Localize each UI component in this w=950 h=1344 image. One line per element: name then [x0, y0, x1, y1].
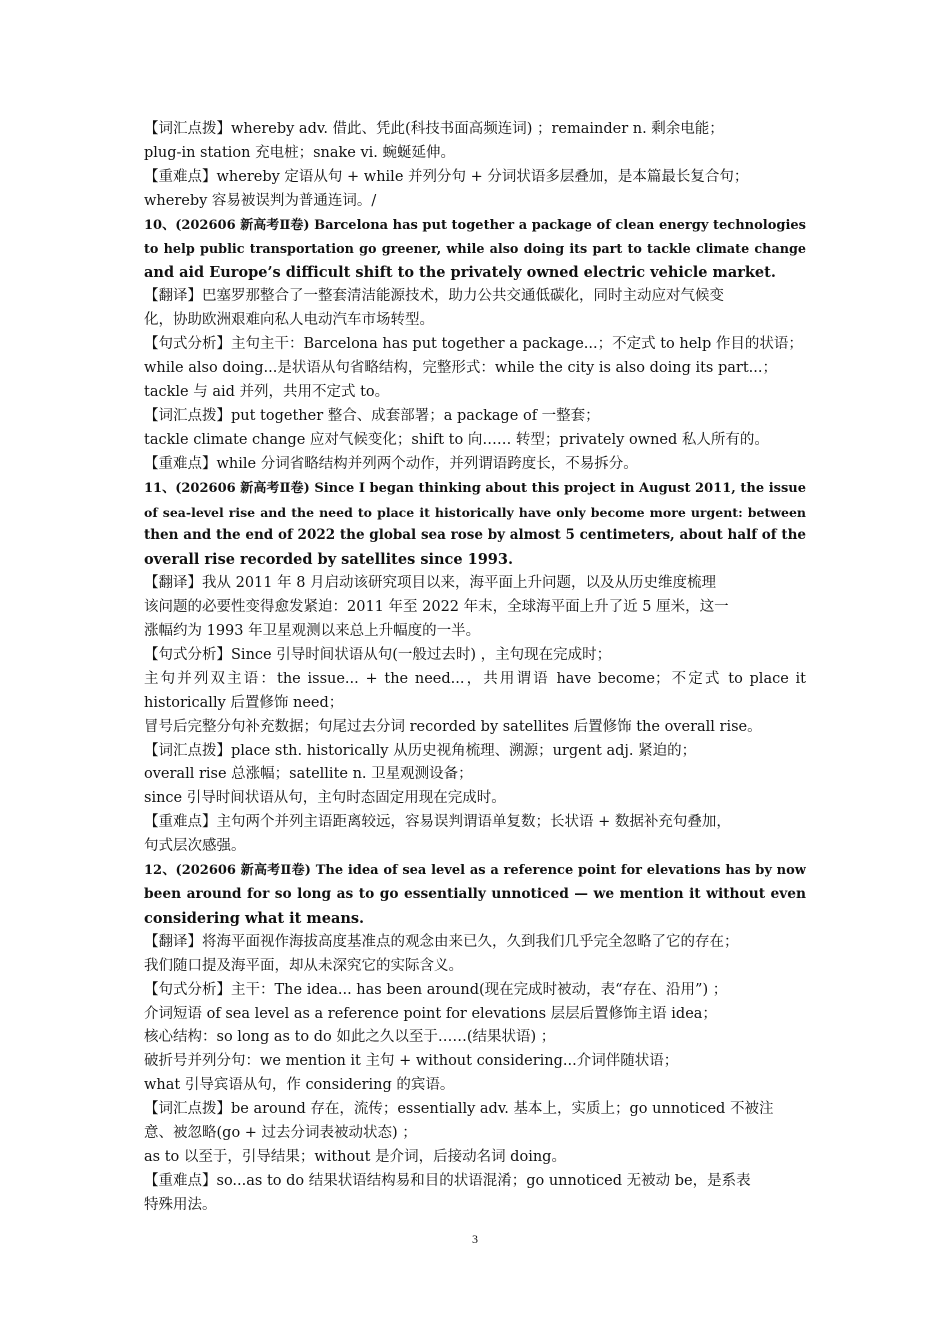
annotation-line: while also doing...是状语从句省略结构，完整形式：while the city is also doing its part...； [144, 360, 777, 377]
annotation-line: plug-in station 充电桩；snake vi. 蜿蜒延伸。 [144, 144, 456, 161]
page-body [144, 118, 806, 1218]
annotation-line: historically 后置修饰 need； [144, 694, 344, 711]
annotation-line: 【句式分析】主干：The idea... has been around(现在完成时被动，表“存在、沿用”) ； [144, 981, 728, 998]
annotation-line: tackle climate change 应对气候变化；shift to 向…… 转型；privately owned 私人所有的。 [144, 431, 769, 448]
annotation-line: 【重难点】so...as to do 结果状语结构易和目的状语混淆；go unnoticed 无被动 be，是系表 [144, 1172, 751, 1189]
annotation-line: 主句并列双主语：the issue... + the need...，共用谓语 have become；不定式 to place it [144, 670, 806, 687]
annotation-line: 【词汇点拨】be around 存在，流传；essentially adv. 基本上，实质上；go unnoticed 不被注 [144, 1101, 774, 1118]
question-sentence-line: 10、(202606 新高考Ⅱ卷) Barcelona has put together a package of clean energy technologies [144, 217, 806, 233]
annotation-line: 特殊用法。 [144, 1196, 217, 1213]
annotation-line: 【重难点】主句两个并列主语距离较远，容易误判谓语单复数；长状语 + 数据补充句叠加， [144, 814, 731, 831]
question-sentence-line: been around for so long as to go essentially unnoticed — we mention it without even [144, 886, 806, 902]
annotation-line: 我们随口提及海平面，却从未深究它的实际含义。 [144, 957, 463, 974]
annotation-line: tackle 与 aid 并列，共用不定式 to。 [144, 383, 390, 400]
annotation-line: 介词短语 of sea level as a reference point for elevations 层层后置修饰主语 idea； [144, 1005, 717, 1022]
annotation-line: 【翻译】将海平面视作海拔高度基准点的观念由来已久，久到我们几乎完全忽略了它的存在； [144, 933, 739, 950]
question-sentence-line: considering what it means. [144, 909, 365, 927]
annotation-line: as to 以至于，引导结果；without 是介词，后接动名词 doing。 [144, 1148, 566, 1165]
annotation-line: 句式层次感强。 [144, 838, 246, 855]
annotation-line: 【翻译】巴塞罗那整合了一整套清洁能源技术，助力公共交通低碳化，同时主动应对气候变 [144, 288, 724, 305]
question-sentence-line: 11、(202606 新高考Ⅱ卷) Since I began thinking about this project in August 2011, the issue [144, 480, 806, 496]
annotation-line: since 引导时间状语从句，主句时态固定用现在完成时。 [144, 790, 506, 807]
page-number: 3 [472, 1232, 478, 1246]
question-sentence-line: of sea-level rise and the need to place it historically have only become more urgent: between [144, 504, 806, 520]
annotation-line: 【词汇点拨】place sth. historically 从历史视角梳理、溯源；urgent adj. 紧迫的； [144, 742, 697, 759]
annotation-line: 【重难点】while 分词省略结构并列两个动作，并列谓语跨度长，不易拆分。 [144, 455, 638, 472]
annotation-line: 【词汇点拨】put together 整合、成套部署；a package of 一整套； [144, 407, 600, 424]
question-sentence-line: 12、(202606 新高考Ⅱ卷) The idea of sea level as a reference point for elevations has by now [144, 863, 806, 879]
question-sentence-line: then and the end of 2022 the global sea rose by almost 5 centimeters, about half of the [144, 527, 806, 544]
annotation-line: 【句式分析】主句主干：Barcelona has put together a package...；不定式 to help 作目的状语； [144, 336, 803, 353]
annotation-line: 【句式分析】Since 引导时间状语从句(一般过去时) ，主句现在完成时； [144, 646, 612, 663]
annotation-line: 破折号并列分句：we mention it 主句 + without considering...介词伴随状语； [144, 1053, 679, 1070]
annotation-line: overall rise 总涨幅；satellite n. 卫星观测设备； [144, 766, 473, 783]
annotation-line: whereby 容易被误判为普通连词。/ [144, 192, 377, 209]
annotation-line: 【翻译】我从 2011 年 8 月启动该研究项目以来，海平面上升问题，以及从历史维度梳理 [144, 575, 717, 592]
annotation-line: 冒号后完整分句补充数据；句尾过去分词 recorded by satellites 后置修饰 the overall rise。 [144, 718, 762, 735]
annotation-line: 涨幅约为 1993 年卫星观测以来总上升幅度的一半。 [144, 623, 481, 640]
question-sentence-line: to help public transportation go greener, while also doing its part to tackle climate change [144, 241, 806, 257]
question-sentence-line: overall rise recorded by satellites since 1993. [144, 551, 514, 569]
annotation-line: 【重难点】whereby 定语从句 + while 并列分句 + 分词状语多层叠加，是本篇最长复合句； [144, 168, 749, 185]
annotation-line: 该问题的必要性变得愈发紧迫：2011 年至 2022 年末，全球海平面上升了近 5 厘米，这一 [144, 599, 729, 616]
annotation-line: 核心结构：so long as to do 如此之久以至于……(结果状语) ； [144, 1029, 556, 1046]
annotation-line: 【词汇点拨】whereby adv. 借此、凭此(科技书面高频连词) ；remainder n. 剩余电能； [144, 121, 724, 137]
annotation-line: what 引导宾语从句，作 considering 的宾语。 [144, 1077, 455, 1094]
question-sentence-line: and aid Europe’s difficult shift to the privately owned electric vehicle market. [144, 264, 776, 282]
annotation-line: 化，协助欧洲艰难向私人电动汽车市场转型。 [144, 312, 434, 329]
annotation-line: 意、被忽略(go + 过去分词表被动状态) ； [144, 1125, 417, 1142]
